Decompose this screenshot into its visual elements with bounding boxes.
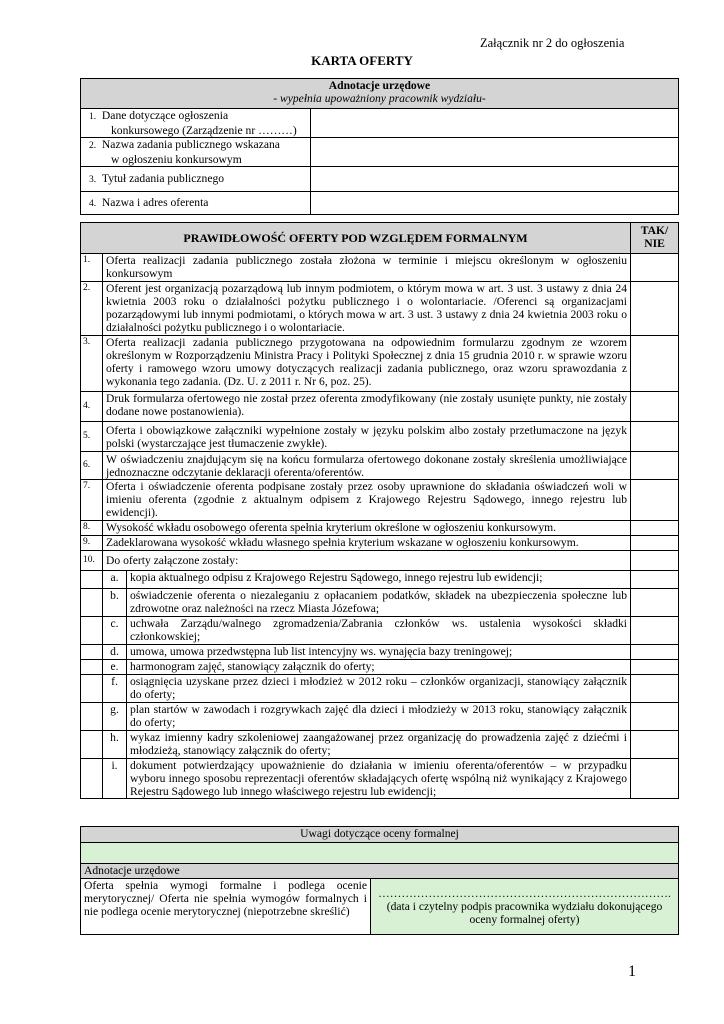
tak-nie-cell[interactable] [631, 392, 679, 422]
tak-nie-cell[interactable] [631, 759, 679, 799]
row-label: Nazwa zadania publicznego wskazana [101, 138, 280, 151]
signature-box[interactable] [371, 879, 679, 935]
result-statement: Oferta spełnia wymogi formalne i podlega ocenie merytorycznej/ Oferta nie spełnia wymogów formalnych i nie podlega ocenie merytorycznej (niepotrzebne skreślić) [81, 879, 371, 935]
attachment-row [81, 645, 679, 660]
attachment-letter: e. [103, 660, 127, 675]
adnotacje-header [81, 79, 679, 109]
attachment-letter: d. [103, 645, 127, 660]
summary-table [80, 826, 679, 935]
page-number: 1 [628, 963, 636, 980]
item-number: 9. [81, 536, 103, 551]
indent-cell [81, 703, 103, 731]
tak-nie-cell[interactable] [631, 336, 679, 392]
tak-nie-cell[interactable] [631, 675, 679, 703]
page-title: KARTA OFERTY [311, 53, 413, 68]
row-number: 2. [89, 141, 97, 151]
item-number: 5. [81, 422, 103, 452]
indent-cell [81, 589, 103, 617]
indent-cell [81, 617, 103, 645]
adnotacje-subheading: - wypełnia upoważniony pracownik wydziału- [273, 92, 486, 105]
tak-nie-cell[interactable] [631, 282, 679, 336]
attachment-letter: h. [103, 731, 127, 759]
item-text: Wysokość wkładu osobowego oferenta spełnia kryterium określone w ogłoszeniu konkursowym. [103, 521, 631, 536]
table-row [81, 167, 679, 192]
formal-heading: PRAWIDŁOWOŚĆ OFERTY POD WZGLĘDEM FORMALNYM [81, 223, 631, 254]
attachment-text: uchwała Zarządu/walnego zgromadzenia/Zabrania członków ws. ustalenia wysokości składki członkowskiej; [127, 617, 631, 645]
attachment-text: umowa, umowa przedwstępna lub list intencyjny ws. wynajęcia bazy treningowej; [127, 645, 631, 660]
formal-check-table [80, 222, 679, 799]
item-text: Druk formularza ofertowego nie został przez oferenta zmodyfikowany (nie zostały usunięte punkty, nie zostały dodane nowe postanowienia). [103, 392, 631, 422]
adnotacje-value-3[interactable] [311, 167, 679, 192]
row-number: 3. [89, 174, 97, 185]
row-number: 1. [89, 112, 97, 122]
attachment-letter: f. [103, 675, 127, 703]
attachment-text: harmonogram zajęć, stanowiący załącznik do oferty; [127, 660, 631, 675]
item-number: 2. [81, 282, 103, 336]
item-text: W oświadczeniu znajdującym się na końcu formularza ofertowego dokonane zostały skreślenia umożliwiające jednoznaczne odczytanie deklaracji oferenta/oferentów. [103, 452, 631, 480]
adnotacje-value-4[interactable] [311, 192, 679, 215]
row-label: Tytuł zadania publicznego [101, 171, 225, 185]
tak-nie-cell[interactable] [631, 452, 679, 480]
table-row [81, 422, 679, 452]
table-row [81, 138, 679, 167]
attachment-text: wykaz imienny kadry szkoleniowej zaangażowanej przez organizację do prowadzenia zajęć z dziećmi i młodzieżą, stanowiący załącznik do oferty; [127, 731, 631, 759]
tak-nie-cell[interactable] [631, 617, 679, 645]
tak-nie-header: TAK/ NIE [631, 223, 679, 254]
indent-cell [81, 571, 103, 589]
item-number: 8. [81, 521, 103, 536]
tak-nie-cell[interactable] [631, 731, 679, 759]
table-row [81, 254, 679, 282]
signature-caption: (data i czytelny podpis pracownika wydziału dokonującego oceny formalnej oferty) [386, 900, 663, 926]
item-text: Oferta i obowiązkowe załączniki wypełnione zostały w języku polskim albo zostały przetłumaczone na język polski (wystarczające jest tłumaczenie zwykłe). [103, 422, 631, 452]
table-row [81, 452, 679, 480]
item-number: 1. [81, 254, 103, 282]
row-label: Dane dotyczące ogłoszenia [101, 109, 229, 122]
table-row [81, 336, 679, 392]
item-text: Oferta i oświadczenie oferenta podpisane zostały przez osoby uprawnione do składania oświadczeń woli w imieniu oferenta (zgodnie z aktualnym odpisem z Krajowego Rejestru Sądowego, innego rejestru lub ewidencji). [103, 480, 631, 521]
tak-nie-cell[interactable] [631, 422, 679, 452]
attachment-text: dokument potwierdzający upoważnienie do działania w imieniu oferenta/oferentów – w przypadku wyboru innego sposobu reprezentacji oferentów składających ofertę wspólną niż wynikający z Krajowego Rejestru Sądowego lub innego właściwego rejestru lub ewidencji; [127, 759, 631, 799]
indent-cell [81, 731, 103, 759]
item-number: 10. [81, 551, 103, 571]
attachment-note: Załącznik nr 2 do ogłoszenia [480, 36, 625, 50]
tak-nie-cell[interactable] [631, 645, 679, 660]
tak-nie-cell[interactable] [631, 703, 679, 731]
table-row [81, 521, 679, 536]
uwagi-field[interactable] [81, 843, 679, 864]
row-label-cont: w ogłoszeniu konkursowym [111, 153, 242, 166]
indent-cell [81, 759, 103, 799]
row-label: Nazwa i adres oferenta [101, 195, 209, 209]
row-number: 4. [89, 198, 97, 209]
attachment-text: oświadczenie oferenta o niezaleganiu z opłacaniem podatków, składek na ubezpieczenia społeczne lub zdrowotne oraz należności na rzecz Miasta Józefowa; [127, 589, 631, 617]
attachment-letter: b. [103, 589, 127, 617]
tak-nie-cell[interactable] [631, 660, 679, 675]
item-text: Oferta realizacji zadania publicznego została złożona w terminie i miejscu określonym w ogłoszeniu konkursowym [103, 254, 631, 282]
tak-nie-cell[interactable] [631, 521, 679, 536]
item-text: Oferta realizacji zadania publicznego przygotowana na odpowiednim formularzu zgodnym ze wzorem określonym w Rozporządzeniu Ministra Pracy i Polityki Społecznej z dnia 15 grudnia 2010 r. w sprawie wzoru oferty i ramowego wzoru umowy dotyczących realizacji zadania publicznego, oraz wzoru sprawozdania z wykonania tego zadania. (Dz. U. z 2011 r. Nr 6, poz. 25). [103, 336, 631, 392]
indent-cell [81, 675, 103, 703]
attachment-row [81, 759, 679, 799]
tak-nie-cell[interactable] [631, 571, 679, 589]
attachment-letter: a. [103, 571, 127, 589]
table-row [81, 282, 679, 336]
item-text: Zadeklarowana wysokość wkładu własnego spełnia kryterium wskazane w ogłoszeniu konkursowym. [103, 536, 631, 551]
table-row [81, 392, 679, 422]
attachment-text: kopia aktualnego odpisu z Krajowego Rejestru Sądowego, innego rejestru lub ewidencji; [127, 571, 631, 589]
attachment-row [81, 660, 679, 675]
adnotacje-value-1[interactable] [311, 109, 679, 138]
table-row [81, 536, 679, 551]
adnotacje-value-2[interactable] [311, 138, 679, 167]
attachment-row [81, 703, 679, 731]
attachment-letter: c. [103, 617, 127, 645]
tak-nie-cell[interactable] [631, 536, 679, 551]
item-number: 6. [81, 452, 103, 480]
tak-nie-cell[interactable] [631, 254, 679, 282]
signature-line: …………………………………………………………………. [378, 887, 671, 900]
table-row [81, 192, 679, 215]
tak-nie-cell[interactable] [631, 551, 679, 571]
attachment-row [81, 675, 679, 703]
adnotacje-table [80, 78, 679, 215]
attachment-row [81, 617, 679, 645]
item-number: 7. [81, 480, 103, 521]
attachment-row [81, 589, 679, 617]
attachment-letter: i. [103, 759, 127, 799]
row-label-cont: konkursowego (Zarządzenie nr ………) [111, 124, 297, 137]
item-text: Do oferty załączone zostały: [103, 551, 631, 571]
adnotacje-label: Adnotacje urzędowe [81, 864, 679, 879]
indent-cell [81, 645, 103, 660]
table-row [81, 109, 679, 138]
adnotacje-heading: Adnotacje urzędowe [328, 79, 431, 92]
table-row [81, 480, 679, 521]
attachment-row [81, 731, 679, 759]
attachment-text: plan startów w zawodach i rozgrywkach zajęć dla dzieci i młodzieży w 2013 roku, stanowiący załącznik do oferty; [127, 703, 631, 731]
item-text: Oferent jest organizacją pozarządową lub innym podmiotem, o którym mowa w art. 3 ust. 3 ustawy z dnia 24 kwietnia 2003 roku o działalności pożytku publicznego i o wolontariacie. /Oferenci są organizacjami pozarządowymi lub innymi podmiotami, o których mowa w art. 3 ust. 3 ustawy z dnia 24 kwietnia 2003 roku o działalności pożytku publicznego i o wolontariacie. [103, 282, 631, 336]
uwagi-heading: Uwagi dotyczące oceny formalnej [81, 827, 679, 843]
attachment-text: osiągnięcia uzyskane przez dzieci i młodzież w 2012 roku – członków organizacji, stanowiący załącznik do oferty; [127, 675, 631, 703]
tak-nie-cell[interactable] [631, 480, 679, 521]
attachment-letter: g. [103, 703, 127, 731]
attachment-row [81, 571, 679, 589]
item-number: 4. [81, 392, 103, 422]
item-number: 3. [81, 336, 103, 392]
tak-nie-cell[interactable] [631, 589, 679, 617]
table-row [81, 551, 679, 571]
indent-cell [81, 660, 103, 675]
